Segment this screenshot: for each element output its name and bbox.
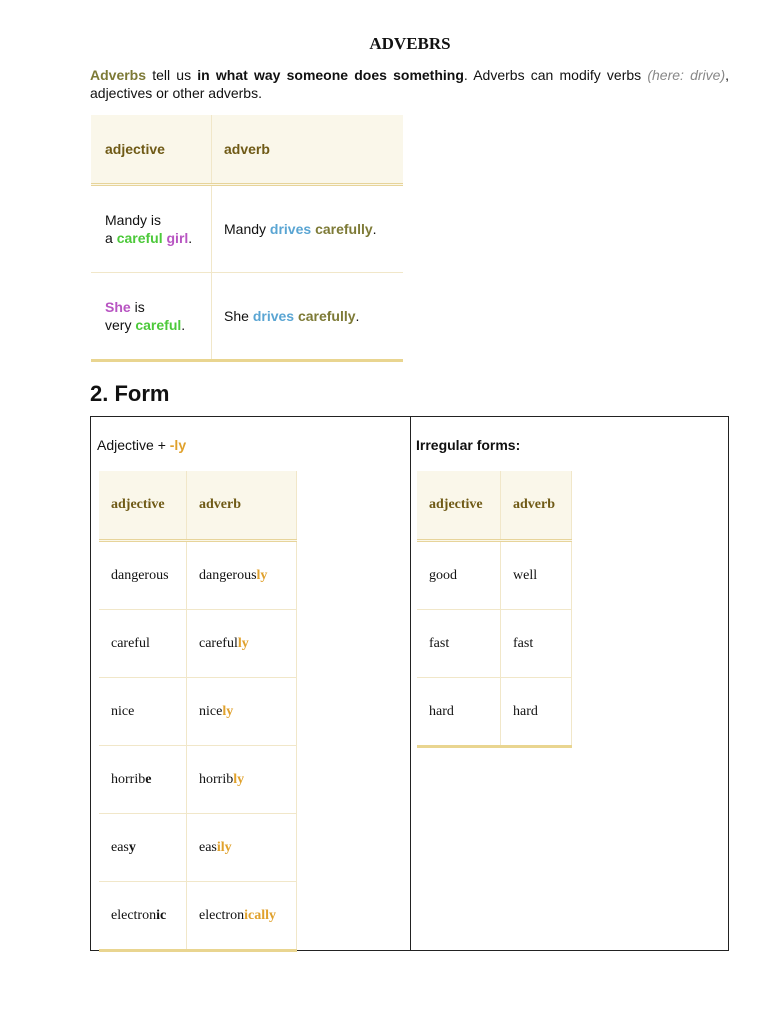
section-heading-form: 2. Form	[90, 381, 170, 406]
word-girl: girl	[166, 230, 189, 246]
sentence-line	[224, 220, 377, 238]
header-adjective: adjective	[417, 471, 501, 539]
regular-table-header	[99, 471, 297, 542]
adjective-cell	[99, 746, 187, 813]
intro-lead: Adverbs	[90, 67, 147, 83]
word-stem: electron	[111, 907, 157, 923]
word-ending: ically	[244, 907, 276, 923]
word-stem: careful	[111, 635, 150, 651]
word-stem: horrib	[199, 771, 234, 787]
adverb-cell: fast	[501, 610, 572, 677]
adverb-cell	[187, 814, 297, 881]
word-ending: ly	[233, 771, 245, 787]
adverb-cell	[187, 678, 297, 745]
word-drives: drives	[252, 308, 295, 324]
word-ending: ily	[216, 839, 232, 855]
regular-forms-table	[99, 471, 297, 952]
adverb-cell	[187, 746, 297, 813]
example-adjective-cell	[91, 186, 212, 272]
page-title: ADVEBRS	[369, 34, 451, 53]
regular-table-body	[99, 542, 297, 952]
word-stem: nice	[199, 703, 223, 719]
intro-bold: in what way someone does something	[197, 67, 464, 83]
sentence-line	[224, 307, 359, 325]
sentence-line: Mandy is	[105, 212, 162, 228]
irregular-rule: Irregular forms:	[416, 437, 521, 453]
table-row	[91, 273, 403, 362]
sentence-line	[105, 298, 185, 316]
adverb-cell	[187, 882, 297, 949]
header-adjective: adjective	[91, 115, 212, 183]
irregular-forms-table	[417, 471, 572, 748]
table-row	[91, 186, 403, 273]
word-careful: careful	[135, 317, 182, 333]
table-row	[417, 542, 572, 610]
table-row	[417, 678, 572, 748]
word-stem: eas	[111, 839, 129, 855]
word-stem: dangerous	[111, 567, 169, 583]
word-careful: careful	[116, 230, 163, 246]
adjective-cell	[99, 814, 187, 881]
period: .	[181, 317, 186, 333]
word: very	[105, 317, 136, 333]
word-stem: horrib	[111, 771, 146, 787]
adverb-cell: hard	[501, 678, 572, 745]
adjective-cell	[99, 882, 187, 949]
period: .	[372, 221, 377, 237]
word: is	[130, 299, 145, 315]
table-row	[99, 746, 297, 814]
adjective-cell	[99, 610, 187, 677]
table-row	[99, 814, 297, 882]
header-adverb: adverb	[501, 471, 572, 539]
example-adverb-cell	[212, 186, 403, 272]
sentence-line	[105, 229, 192, 247]
word-stem: careful	[199, 635, 238, 651]
word-drives: drives	[269, 221, 312, 237]
word-ending: ly	[256, 567, 268, 583]
period: .	[355, 308, 360, 324]
intro-text-2: . Adverbs can modify verbs	[463, 67, 648, 83]
intro-text-1: tell us	[146, 67, 198, 83]
word-ending: e	[145, 771, 152, 787]
irregular-table-header	[417, 471, 572, 542]
sentence	[105, 298, 185, 334]
intro-paragraph	[90, 66, 729, 102]
table-row	[99, 678, 297, 746]
table-row	[99, 882, 297, 952]
sentence-line	[105, 316, 185, 334]
adjective-cell: good	[417, 542, 501, 609]
example-table-header	[91, 115, 403, 186]
word: a	[105, 230, 117, 246]
header-adjective: adjective	[99, 471, 187, 539]
adjective-cell	[99, 678, 187, 745]
word-stem: dangerous	[199, 567, 257, 583]
adverb-cell: well	[501, 542, 572, 609]
table-row	[417, 610, 572, 678]
adjective-cell: fast	[417, 610, 501, 677]
word-ending: y	[128, 839, 136, 855]
regular-rule	[97, 437, 186, 453]
sentence	[105, 211, 192, 247]
table-row	[99, 610, 297, 678]
word-stem: eas	[199, 839, 217, 855]
table-row	[99, 542, 297, 610]
word-carefully: carefully	[297, 308, 356, 324]
word: She	[224, 308, 253, 324]
adverb-cell	[187, 542, 297, 609]
adverb-cell	[187, 610, 297, 677]
header-adverb: adverb	[187, 471, 297, 539]
word-she: She	[105, 299, 131, 315]
adjective-cell: hard	[417, 678, 501, 745]
period: .	[188, 230, 193, 246]
irregular-table-body	[417, 542, 572, 748]
rule-text: Adjective +	[97, 437, 170, 453]
intro-note: (here: drive)	[647, 67, 726, 83]
word-carefully: carefully	[315, 221, 373, 237]
word: Mandy	[224, 221, 270, 237]
example-adverb-cell	[212, 273, 403, 359]
rule-suffix: -ly	[169, 437, 187, 453]
example-table	[91, 115, 403, 362]
example-adjective-cell	[91, 273, 212, 359]
intro-text-3: , adjectives or other adverbs.	[90, 67, 729, 101]
word-stem: nice	[111, 703, 135, 719]
frame-divider	[410, 416, 411, 951]
header-adverb: adverb	[224, 141, 270, 157]
word-stem: electron	[199, 907, 245, 923]
word-ending: ly	[237, 635, 249, 651]
adjective-cell	[99, 542, 187, 609]
word-ending: ic	[156, 907, 167, 923]
word-ending: ly	[222, 703, 234, 719]
